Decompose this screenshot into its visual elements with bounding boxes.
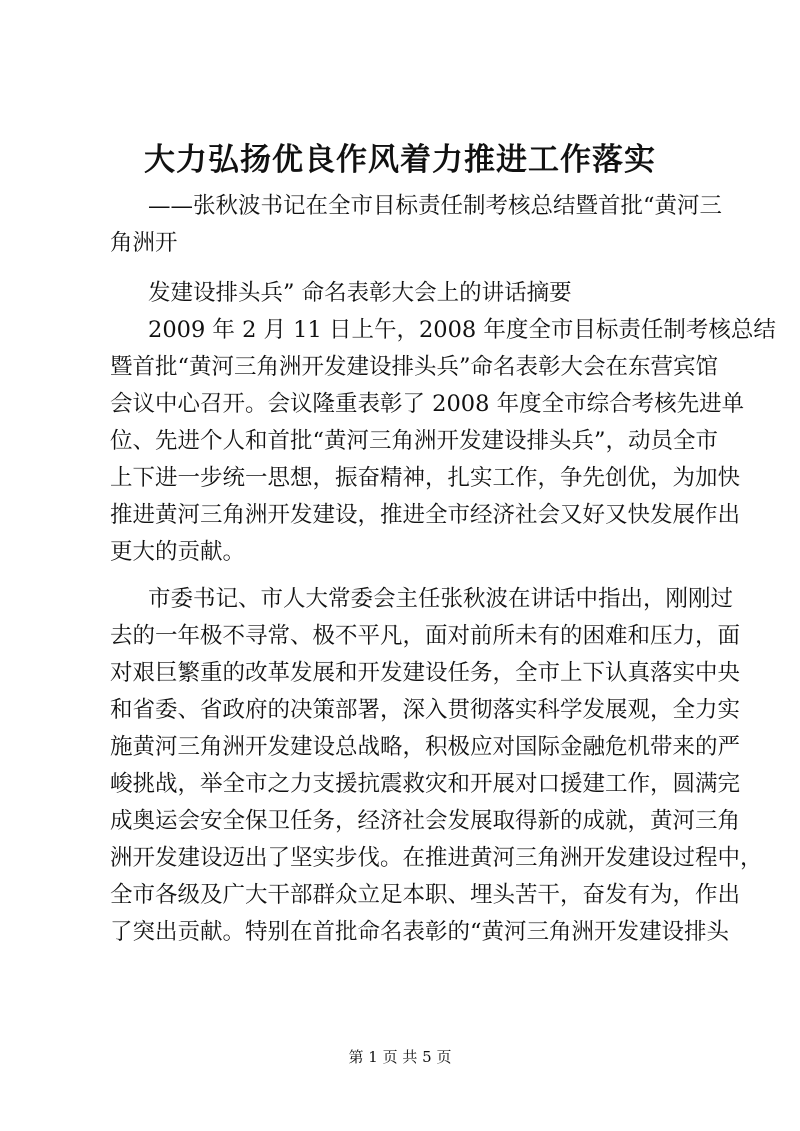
paragraph-line: 洲开发建设迈出了坚实步伐。在推进黄河三角洲开发建设过程中， [110, 845, 763, 871]
paragraph-line: 施黄河三角洲开发建设总战略，积极应对国际金融危机带来的严 [110, 734, 741, 760]
paragraph-line: 更大的贡献。 [110, 539, 246, 565]
paragraph-2 [110, 581, 763, 951]
document-body [110, 188, 776, 951]
page-footer: 第 1 页 共 5 页 [348, 1048, 452, 1066]
paragraph-line: 市委书记、市人大常委会主任张秋波在讲话中指出，刚刚过 [148, 586, 734, 612]
paragraph-line: 会议中心召开。会议隆重表彰了 2008 年度全市综合考核先进单 [110, 391, 745, 417]
subtitle-line-3: 发建设排头兵” 命名表彰大会上的讲话摘要 [148, 280, 572, 306]
subtitle-line-2: 角洲开 [110, 230, 178, 256]
paragraph-line: 位、先进个人和首批“黄河三角洲开发建设排头兵”，动员全市 [110, 428, 719, 454]
paragraph-line: 了突出贡献。特别在首批命名表彰的“黄河三角洲开发建设排头 [110, 919, 730, 945]
paragraph-line: 和省委、省政府的决策部署，深入贯彻落实科学发展观，全力实 [110, 697, 741, 723]
paragraph-1 [110, 312, 776, 571]
spacer [110, 262, 694, 275]
paragraph-line: 对艰巨繁重的改革发展和开发建设任务，全市上下认真落实中央 [110, 660, 741, 686]
paragraph-line: 上下进一步统一思想，振奋精神，扎实工作，争先创优，为加快 [110, 465, 741, 491]
document-title: 大力弘扬优良作风着力推进工作落实 [144, 142, 656, 178]
paragraph-line: 成奥运会安全保卫任务，经济社会发展取得新的成就，黄河三角 [110, 808, 741, 834]
paragraph-line: 全市各级及广大干部群众立足本职、埋头苦干，奋发有为，作出 [110, 882, 741, 908]
paragraph-line: 推进黄河三角洲开发建设，推进全市经济社会又好又快发展作出 [110, 502, 741, 528]
paragraph-line: 峻挑战，举全市之力支援抗震救灾和开展对口援建工作，圆满完 [110, 771, 741, 797]
subtitle-line-1: ——张秋波书记在全市目标责任制考核总结暨首批“黄河三 [148, 193, 723, 219]
paragraph-line: 去的一年极不寻常、极不平凡，面对前所未有的困难和压力，面 [110, 623, 741, 649]
spacer [110, 571, 694, 581]
paragraph-line: 暨首批“黄河三角洲开发建设排头兵”命名表彰大会在东营宾馆 [110, 354, 719, 380]
paragraph-line: 2009 年 2 月 11 日上午，2008 年度全市目标责任制考核总结 [148, 317, 776, 343]
